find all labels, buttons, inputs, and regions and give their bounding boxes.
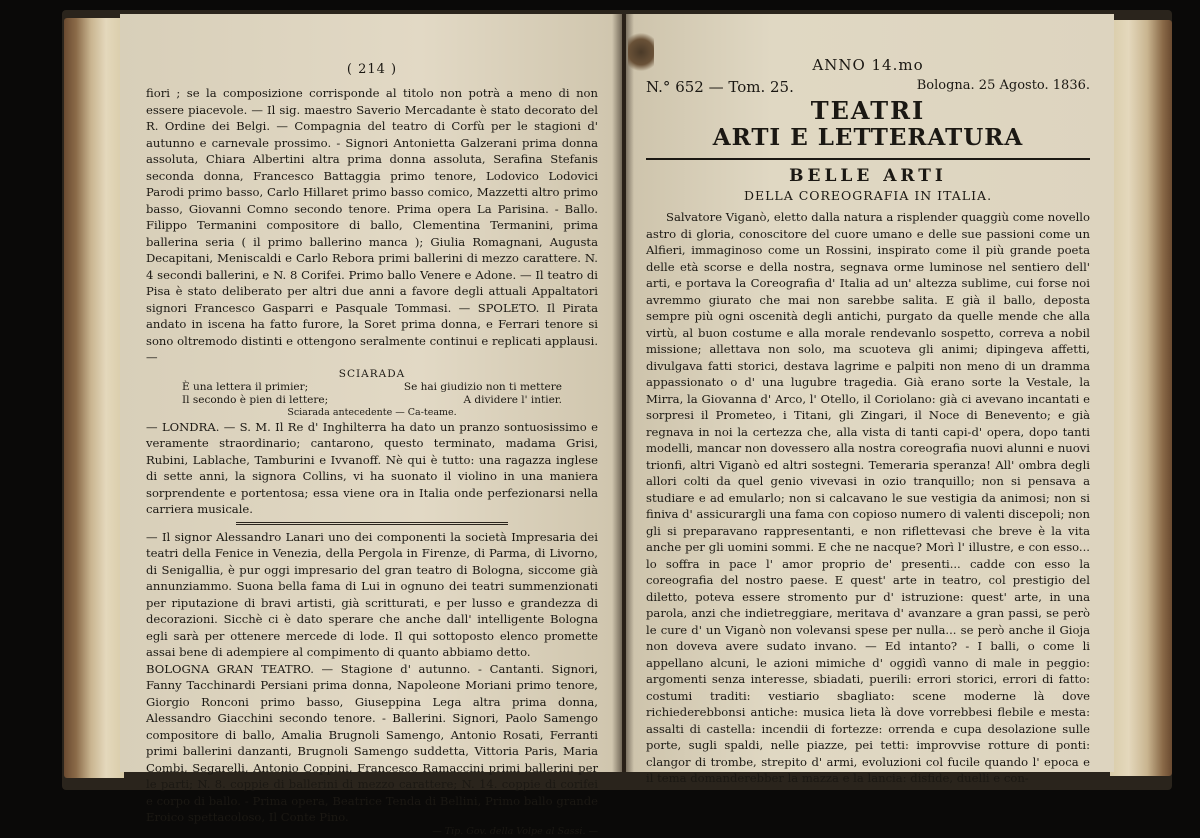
left-page	[120, 14, 622, 837]
lanari-paragraph: — Il signor Alessandro Lanari uno dei componenti la società Impresaria dei teatri della Fenice in Venezia, della Pergola in Firenze, di Parma, di Livorno, di Senigallia, è pur oggi impresario del gran teatro di Bologna, siccome già annunziammo. Suona bella fama di Lui in ognuno dei teatri summenzionati per riputazione di bravi artisti, già scritturati, e per lusso e grandezza di decorazioni. Sicchè ci è dato sperare che anche dall' intelligente Bologna egli sarà per ottenere mercede di lode. Il qui sottoposto elenco promette assai bene di adempiere al compimento di quanto abbiamo detto.	[146, 529, 598, 659]
book-edge-left	[64, 18, 124, 778]
article-body: Salvatore Viganò, eletto dalla natura a risplender quaggiù come novello astro di gloria, conoscitore del cuore umano e delle sue passioni come un Alfieri, immaginoso come un Rossini, inspirato come il più grande poeta delle età scorse e della nostra, segnava orme luminose nel sentiero dell' arti, e portava la Coreografia d' Italia ad un' altezza sublime, cui forse noi avremmo giurato che mai non sarebbe salita. E già il ballo, deposta sempre più ogni oscenità degli antichi, purgato da quelle mende che alla virtù, al buon costume e alla morale rendevanlo sospetto, correva a nobil missione; allettava non solo, ma scuoteva gli animi; dipingeva affetti, divulgava fatti storici, destava lagrime e palpiti non meno di un dramma appassionato o d' una lugubre tragedia. Già erano sorte la Vestale, la Mirra, la Giovanna d' Arco, l' Otello, il Coriolano: già ci avevano incantati e sorpresi il Prometeo, i Titani, gli Zingari, il Noce di Benevento; e già regnava in noi la certezza che, alla vista di tanti capi-d' opera, dopo tanti modelli, mancar non dovessero alla nostra coreografia nuovi alunni e nuovi trionfi, altri Viganò ed altri sostegni. Temeraria speranza! All' ombra degli allori colti da quel genio vivevasi in ozio tranquillo; non si pensava a studiare e ad emularlo; non si calcavano le sue vestigia da animosi; non si finiva d' assicurargli una fama con copioso numero di valenti discepoli; non gli si preparavano rappresentanti, e non riflettevasi che breve è la vita anche per gli uomini sommi. E che ne nacque? Morì l' illustre, e con esso... lo soffra in pace l' amor proprio de' presenti... cadde con esso la coreografia del nostro paese. E quest' arte in teatro, col prestigio del diletto, poteva essere stromento pur d' istruzione: quest' arte, in una parola, anzi che indietreggiare, meritava d' avanzare a gran passi, se però le cure d' un Viganò non volevansi spese per nulla... se però anche il Gioja non doveva avere sudato invano. — Ed intanto? - I balli, o come li appellano alcuni, le azioni mimiche d' oggidì vanno di male in peggio: argomenti senza interesse, sbiadati, puerili: errori storici, errori di fatto: costumi traditi: vestiario sbagliato: scene moderne là dove richiederebbonsi antiche: musica lieta là dove vorrebbesi flebile e mesta: assalti di castella: incendii di fortezze: orrenda e cupa desolazione sulle porte, sugli spaldi, nelle piazze, pei tetti: improvvise rotture di ponti: clangor di trombe, strepito d' armi, evoluzioni col fucile quando l' epoca e il tema domanderebber la mazza e la lancia: disfide, duelli e con-	[646, 210, 1090, 785]
top-paragraph: fiori ; se la composizione corrisponde al titolo non potrà a meno di non essere piacevole. — Il sig. maestro Saverio Mercadante è stato decorato del R. Ordine dei Belgi. — Compagnia del teatro di Corfù per le stagioni d' autunno e carnevale prossimo. - Signori Antonietta Galzerani prima donna assoluta, Chiara Albertini altra prima donna assoluta, Serafina Stefanis seconda donna, Francesco Battaggia primo tenore, Lodovico Lodovici Parodi primo basso, Carlo Hillaret primo basso comico, Mazzetti altro primo basso, Giovanni Comno secondo tenore. Prima opera La Parisina. - Ballo. Filippo Termanini compositore di ballo, Clementina Termanini, prima ballerina seria ( il primo ballerino manca ); Giulia Romagnani, Augusta Decapitani, Meniscaldi e Carlo Rebora primi ballerini di mezzo carattere. N. 4 secondi ballerini, e N. 8 Corifei. Primo ballo Venere e Adone. — Il teatro di Pisa è stato deliberato per altri due anni a favore degli attuali Appaltatori signori Francesco Gasparri e Pasquale Tommasi. — SPOLETO. Il Pirata andato in iscena ha fatto furore, la Soret prima donna, e Ferrari tenore si sono oltremodo distinti e ottengono seralmente continui e replicati applausi. —	[146, 86, 598, 364]
imprint: — Tip. Gov. della Volpe al Sassi. —	[432, 825, 598, 837]
verse-1a: È una lettera il primier;	[182, 380, 309, 393]
masthead-rule	[646, 158, 1090, 160]
issue-number: N.° 652 — Tom. 25.	[646, 78, 794, 96]
book-edge-right	[1110, 20, 1172, 776]
masthead-title-1: TEATRI	[810, 96, 926, 125]
right-page	[626, 14, 1114, 785]
right-body	[646, 209, 1090, 787]
verse-1b: Se hai giudizio non ti mettere	[403, 380, 562, 393]
left-text	[146, 85, 598, 838]
londra-paragraph: — LONDRA. — S. M. Il Re d' Inghilterra ha dato un pranzo sontuosissimo e veramente straordinario; cantarono, questo terminato, madama Grisi, Rubini, Lablache, Tamburini e Ivvanoff. Nè qui è tutto: una ragazza inglese di sette anni, la signora Collins, vi ha suonato il violino in una maniera sorprendente e portentosa; essa viene ora in Italia onde perfezionarsi nella carriera musicale.	[146, 419, 598, 516]
verse-2a: Il secondo è pien di lettere;	[182, 393, 329, 406]
divider	[236, 522, 507, 525]
sciarada-title: SCIARADA	[338, 367, 406, 380]
section-title: BELLE ARTI	[789, 166, 947, 186]
sciarada-verses-2	[146, 394, 598, 407]
masthead-row	[646, 78, 1090, 96]
ink-stain	[628, 30, 654, 74]
verse-2b: A dividere l' intier.	[463, 393, 562, 406]
section-subtitle: DELLA COREOGRAFIA IN ITALIA.	[743, 188, 993, 203]
masthead-title-2: ARTI E LETTERATURA	[712, 124, 1024, 151]
book-gutter	[612, 14, 634, 772]
place-date: Bologna. 25 Agosto. 1836.	[916, 78, 1090, 93]
bologna-paragraph: BOLOGNA GRAN TEATRO. — Stagione d' autunno. - Cantanti. Signori, Fanny Tacchinardi Persiani prima donna, Napoleone Moriani primo tenore, Giorgio Ronconi primo basso, Giuseppina Lega altra prima donna, Alessandro Giacchini secondo tenore. - Ballerini. Signori, Paolo Samengo compositore di ballo, Amalia Brugnoli Samengo, Antonio Rosati, Ferranti primi ballerini danzanti, Brugnoli Samengo suddetta, Vittoria Paris, Maria Combi, Segarelli, Antonio Coppini, Francesco Ramaccini primi ballerini per le parti; N. 8. coppie di ballerini di mezzo carattere; N. 14. coppie di corifei e corpo di ballo. - Prima opera, Beatrice Tenda di Bellini, Primo ballo grande Eroico spettacoloso, Il Conte Pino.	[146, 661, 598, 824]
page-number: ( 214 )	[346, 62, 398, 77]
sciarada-verses-1	[146, 381, 598, 394]
sciarada-answer: Sciarada antecedente — Ca-teame.	[287, 406, 457, 418]
anno: ANNO 14.mo	[812, 56, 924, 74]
